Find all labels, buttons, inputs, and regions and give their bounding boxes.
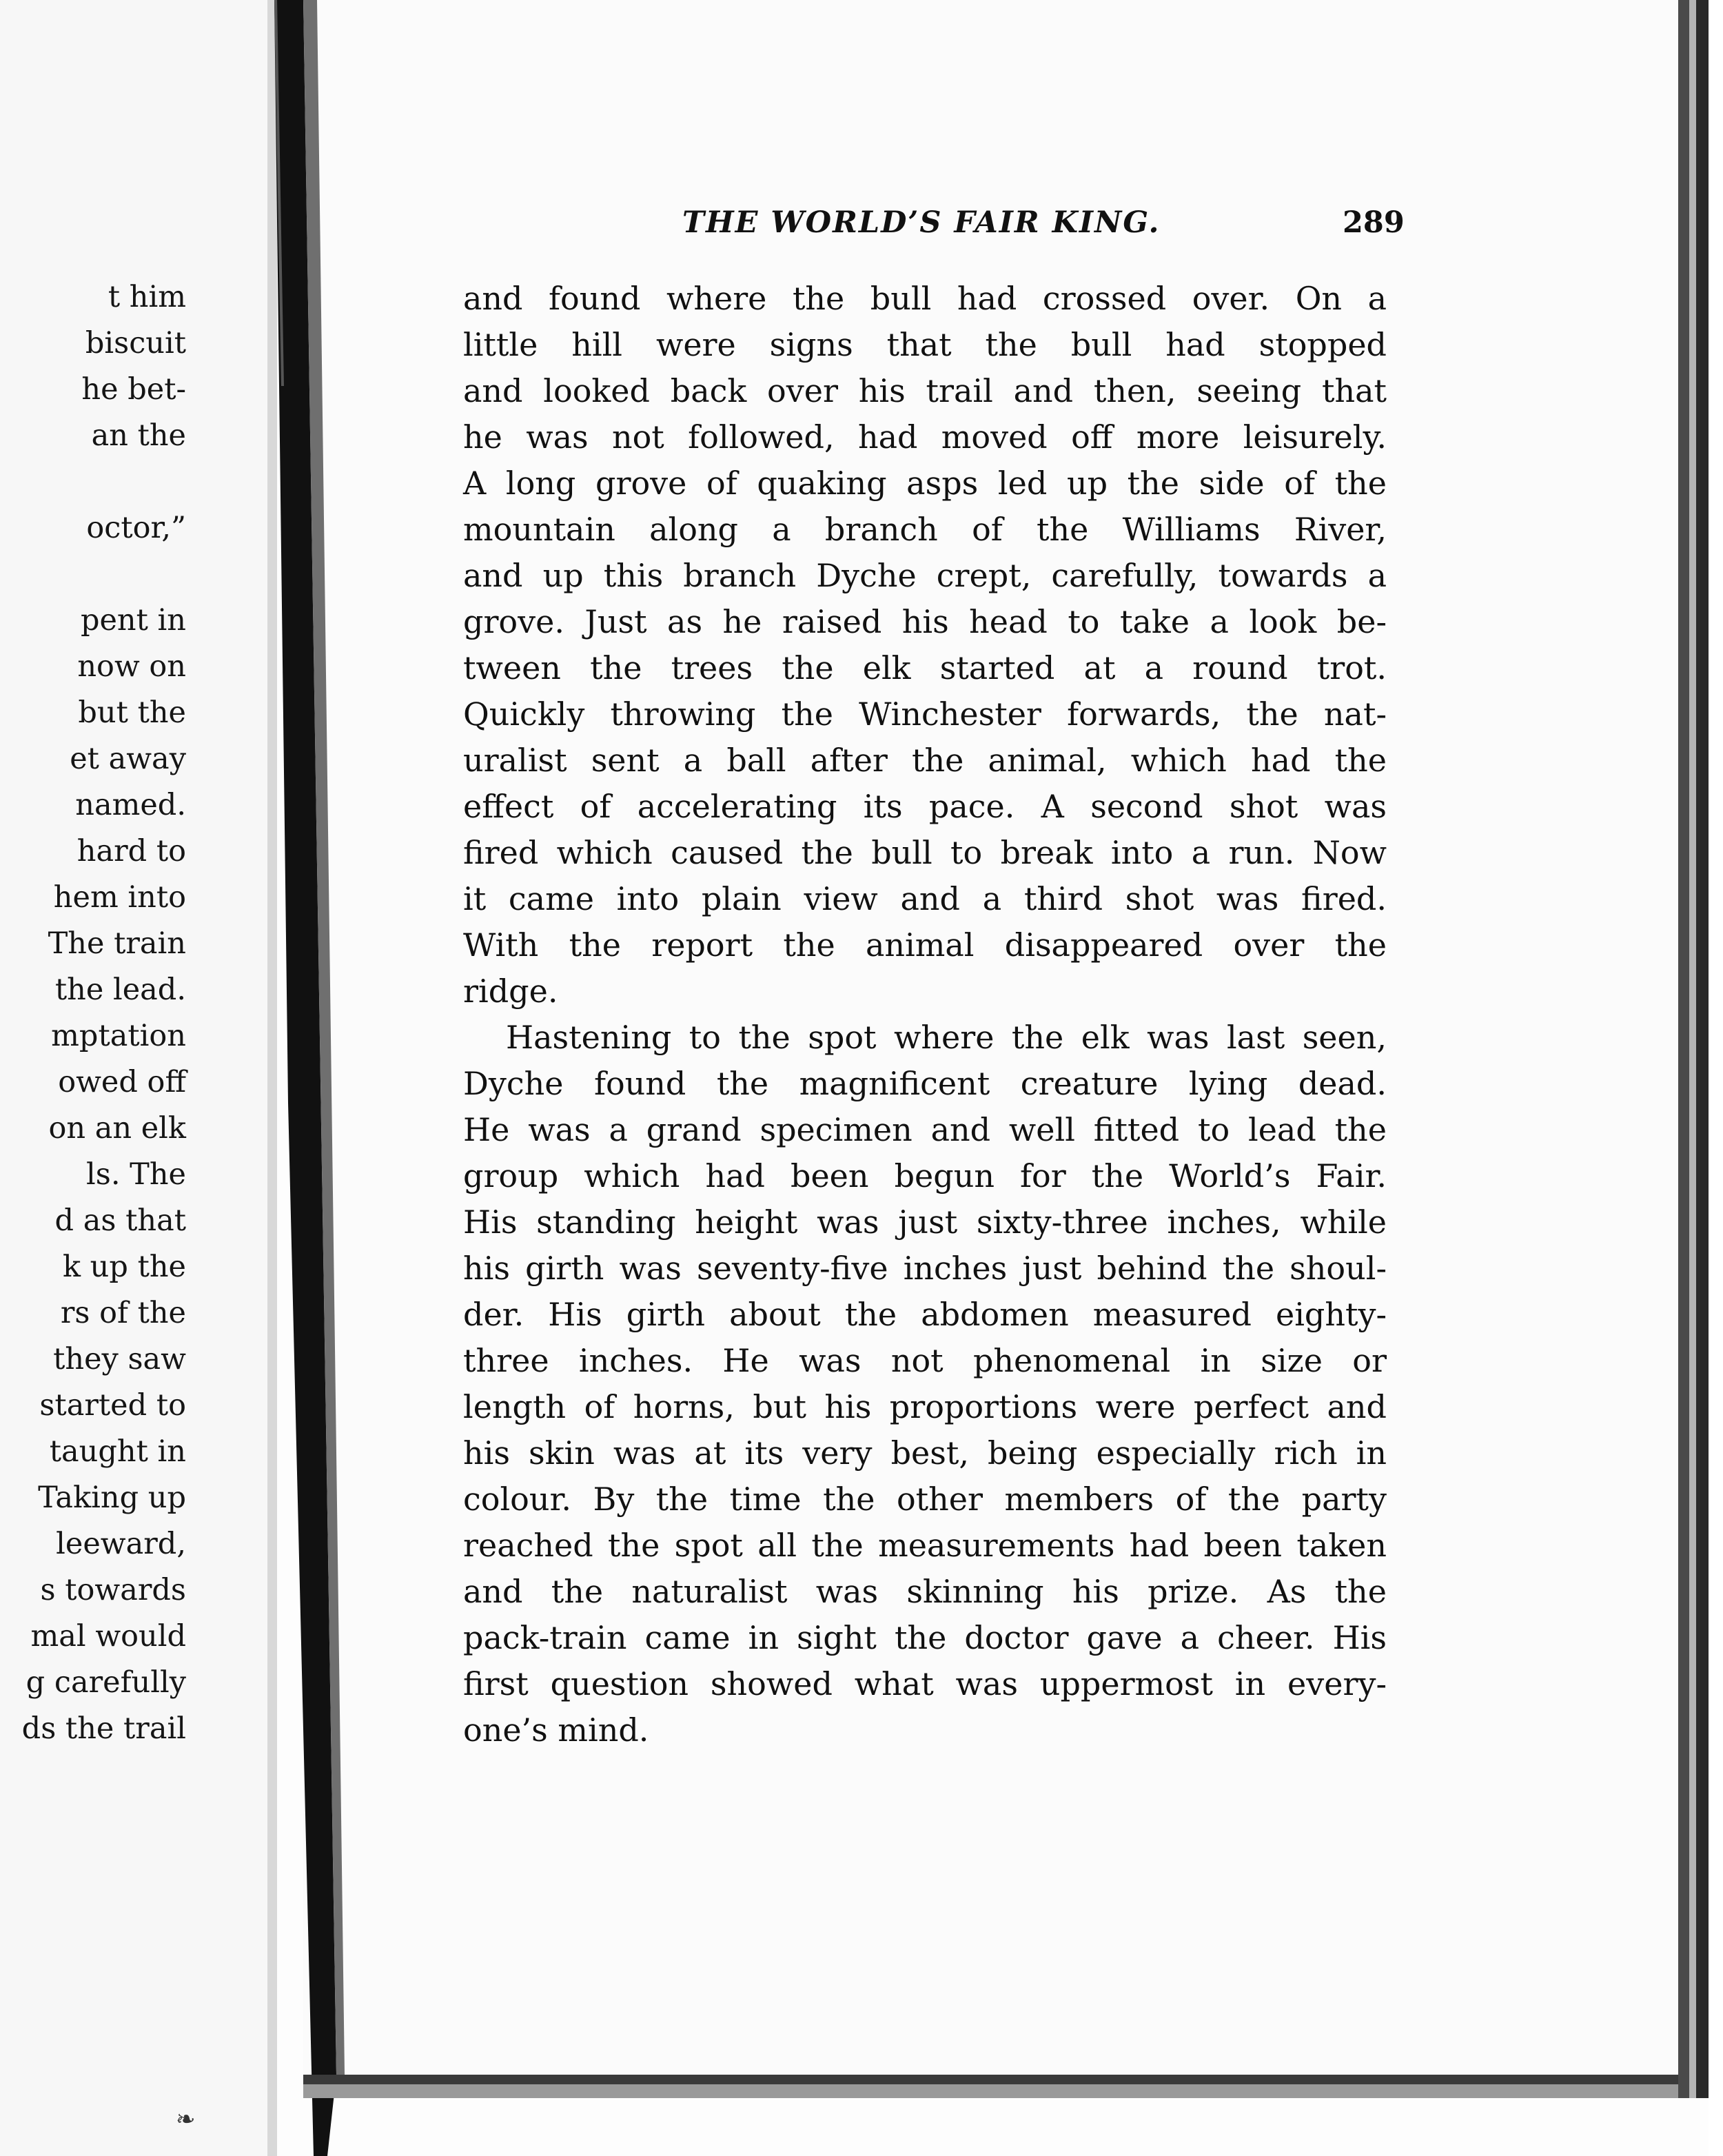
previous-page-line: hem into bbox=[53, 880, 186, 915]
previous-page-line: The train bbox=[48, 926, 186, 961]
page-bottom-edge bbox=[303, 2075, 1682, 2084]
body-line: one’s mind. bbox=[463, 1711, 649, 1749]
body-line: With the report the animal disappeared over the bbox=[463, 926, 1387, 964]
body-line: reached the spot all the measurements had been taken bbox=[463, 1527, 1387, 1564]
body-line: little hill were signs that the bull had stopped bbox=[463, 326, 1387, 363]
body-line: fired which caused the bull to break into a run. Now bbox=[463, 834, 1387, 871]
previous-page-line: biscuit bbox=[85, 326, 186, 360]
previous-page-line: Taking up bbox=[38, 1481, 186, 1515]
body-line: der. His girth about the abdomen measured eighty- bbox=[463, 1296, 1387, 1333]
background-right bbox=[1709, 0, 1723, 2156]
previous-page-line: they saw bbox=[53, 1342, 186, 1376]
previous-page-line: the lead. bbox=[54, 973, 186, 1007]
previous-page-line: he bet- bbox=[81, 372, 186, 407]
previous-page-line: taught in bbox=[49, 1434, 186, 1469]
body-line: three inches. He was not phenomenal in size or bbox=[463, 1342, 1387, 1379]
previous-page-line: mal would bbox=[30, 1619, 186, 1654]
body-line: Dyche found the magnificent creature lying dead. bbox=[463, 1065, 1387, 1102]
body-line: tween the trees the elk started at a round trot. bbox=[463, 649, 1387, 687]
previous-page-line: named. bbox=[75, 788, 186, 822]
previous-page-line: rs of the bbox=[60, 1296, 186, 1330]
previous-page-line: s towards bbox=[40, 1573, 186, 1607]
previous-page-line: on an elk bbox=[48, 1111, 186, 1146]
body-line: and found where the bull had crossed over. On a bbox=[463, 280, 1387, 317]
previous-page-line: t him bbox=[108, 280, 186, 314]
previous-page-line: et away bbox=[70, 742, 186, 776]
scan-speck: ❧ bbox=[176, 2106, 196, 2133]
previous-page-line: an the bbox=[91, 418, 186, 453]
previous-page-line: octor,” bbox=[86, 511, 186, 545]
page-number: 289 bbox=[1343, 205, 1405, 240]
previous-page-line: now on bbox=[77, 649, 186, 684]
body-line: and up this branch Dyche crept, carefully, towards a bbox=[463, 557, 1387, 594]
page-bottom-shadow bbox=[303, 2084, 1682, 2098]
previous-page-line: leeward, bbox=[56, 1527, 186, 1561]
body-line: Quickly throwing the Winchester forwards, the nat- bbox=[463, 695, 1387, 733]
body-line: ridge. bbox=[463, 973, 558, 1010]
previous-page-line: ds the trail bbox=[21, 1711, 186, 1746]
previous-page-line: but the bbox=[78, 695, 186, 730]
body-line: length of horns, but his proportions were perfect and bbox=[463, 1388, 1387, 1425]
body-line: uralist sent a ball after the animal, which had the bbox=[463, 742, 1387, 779]
body-line: his skin was at its very best, being especially rich in bbox=[463, 1434, 1387, 1472]
body-line: it came into plain view and a third shot was fired. bbox=[463, 880, 1387, 917]
body-line: he was not followed, had moved off more leisurely. bbox=[463, 418, 1387, 456]
body-line: mountain along a branch of the Williams River, bbox=[463, 511, 1387, 548]
previous-page-line: started to bbox=[39, 1388, 186, 1423]
body-line: grove. Just as he raised his head to take a look be- bbox=[463, 603, 1387, 640]
body-line: He was a grand specimen and well fitted to lead the bbox=[463, 1111, 1387, 1148]
body-line: group which had been begun for the World’s Fair. bbox=[463, 1157, 1387, 1194]
previous-page-line: mptation bbox=[51, 1019, 186, 1053]
body-line: first question showed what was uppermost in every- bbox=[463, 1665, 1387, 1702]
body-line: and the naturalist was skinning his prize. As the bbox=[463, 1573, 1387, 1610]
body-line: effect of accelerating its pace. A second shot was bbox=[463, 788, 1387, 825]
previous-page-line: owed off bbox=[58, 1065, 186, 1099]
previous-page-line: hard to bbox=[77, 834, 186, 868]
page-stack-right-inner bbox=[1689, 0, 1696, 2098]
body-line: Hastening to the spot where the elk was last seen, bbox=[506, 1019, 1387, 1056]
body-line: and looked back over his trail and then, seeing that bbox=[463, 372, 1387, 409]
body-line: his girth was seventy-five inches just behind the shoul- bbox=[463, 1250, 1387, 1287]
page-stack-right-outer bbox=[1696, 0, 1709, 2098]
previous-page-line: d as that bbox=[54, 1203, 186, 1238]
body-line: His standing height was just sixty-three inches, while bbox=[463, 1203, 1387, 1241]
previous-page-line: ls. The bbox=[86, 1157, 186, 1192]
previous-page-line: g carefully bbox=[26, 1665, 186, 1700]
body-line: pack-train came in sight the doctor gave a cheer. His bbox=[463, 1619, 1387, 1656]
body-line: A long grove of quaking asps led up the side of the bbox=[463, 465, 1387, 502]
previous-page-line: pent in bbox=[80, 603, 186, 638]
page-stack-right bbox=[1678, 0, 1689, 2098]
body-text bbox=[463, 276, 1387, 1753]
previous-page-line: k up the bbox=[62, 1250, 186, 1284]
running-head: THE WORLD’S FAIR KING. bbox=[682, 205, 1161, 240]
body-line: colour. By the time the other members of the party bbox=[463, 1481, 1387, 1518]
